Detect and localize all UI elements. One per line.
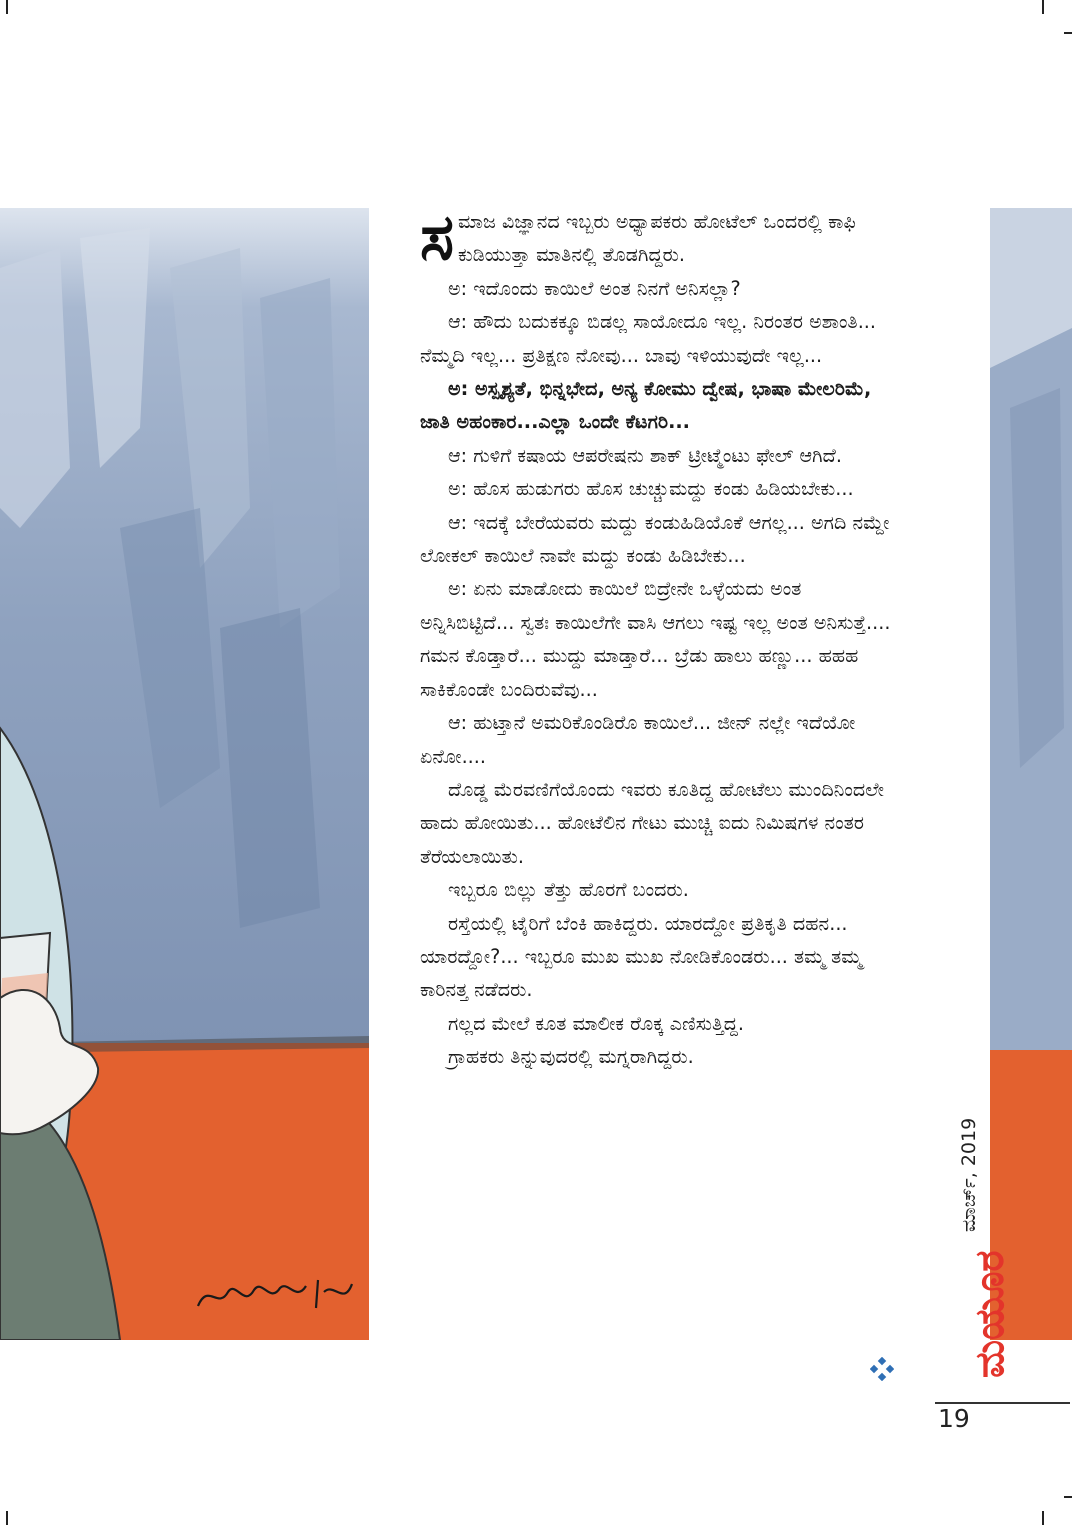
crop-mark bbox=[1064, 1496, 1072, 1498]
crop-mark bbox=[1064, 32, 1072, 34]
story-paragraph: ಅ: ಏನು ಮಾಡೋದು ಕಾಯಿಲೆ ಬಿದ್ರೇನೇ ಒಳ್ಳೆಯದು ಅಂತ ಅನ್ನಿಸಿಬಿಟ್ಟಿದೆ... ಸ್ವತಃ ಕಾಯಿಲೆಗೇ ವಾಸಿ ಆಗಲು ಇಷ್ಟ ಇಲ್ಲ ಅಂತ ಅನಿಸುತ್ತೆ.... ಗಮನ ಕೊಡ್ತಾರೆ... ಮುದ್ದು ಮಾಡ್ತಾರೆ... ಬ್ರೆಡು ಹಾಲು ಹಣ್ಣು... ಹಹಹ ಸಾಕಿಕೊಂಡೇ ಬಂದಿರುವೆವು... bbox=[420, 577, 891, 701]
story-paragraph: ದೊಡ್ಡ ಮೆರವಣಿಗೆಯೊಂದು ಇವರು ಕೂತಿದ್ದ ಹೋಟೆಲು ಮುಂದಿನಿಂದಲೇ ಹಾದು ಹೋಯಿತು... ಹೋಟೆಲಿನ ಗೇಟು ಮುಚ್ಚಿ ಐದು ನಿಮಿಷಗಳ ನಂತರ ತೆರೆಯಲಾಯಿತು. bbox=[420, 777, 885, 868]
crop-mark bbox=[6, 1511, 8, 1525]
story-paragraph: ಅ: ಇದೊಂದು ಕಾಯಿಲೆ ಅಂತ ನಿನಗೆ ಅನಿಸಲ್ಲಾ? bbox=[448, 276, 741, 300]
story-paragraph: ಆ: ಗುಳಿಗೆ ಕಷಾಯ ಆಪರೇಷನು ಶಾಕ್ ಟ್ರೀಟ್ಮೆಂಟು ಫೇಲ್ ಆಗಿದೆ. bbox=[448, 443, 842, 467]
story-paragraph: ಆ: ಇದಕ್ಕೆ ಬೇರೆಯವರು ಮದ್ದು ಕಂಡುಹಿಡಿಯೊಕೆ ಆಗಲ್ಲ... ಅಗದಿ ನಮ್ದೇ ಲೋಕಲ್ ಕಾಯಿಲೆ ನಾವೇ ಮದ್ದು ಕಂಡು ಹಿಡಿಬೇಕು... bbox=[420, 510, 890, 568]
artist-signature bbox=[188, 1262, 358, 1324]
crop-mark bbox=[1042, 1511, 1044, 1525]
crop-mark bbox=[6, 0, 8, 14]
story-paragraph: ಸಮಾಜ ವಿಜ್ಞಾನದ ಇಬ್ಬರು ಅಧ್ಯಾಪಕರು ಹೋಟೆಲ್ ಒಂದರಲ್ಲಿ ಕಾಫಿ ಕುಡಿಯುತ್ತಾ ಮಾತಿನಲ್ಲಿ ತೊಡಗಿದ್ದರು. bbox=[420, 201, 856, 275]
end-mark-icon bbox=[870, 1357, 894, 1381]
story-body bbox=[420, 201, 900, 1074]
signature-text: ಚಿತ್ರ: ಮಣಿ ಭಟ್ bbox=[188, 1262, 194, 1263]
story-paragraph: ರಸ್ತೆಯಲ್ಲಿ ಟೈರಿಗೆ ಬೆಂಕಿ ಹಾಕಿದ್ದರು. ಯಾರದ್ದೋ ಪ್ರತಿಕೃತಿ ದಹನ... ಯಾರದ್ದೋ?... ಇಬ್ಬರೂ ಮುಖ ಮುಖ ನೋಡಿಕೊಂಡರು... ತಮ್ಮ ತಮ್ಮ ಕಾರಿನತ್ತ ನಡೆದರು. bbox=[420, 911, 863, 1002]
story-paragraph: ಆ: ಹುಟ್ತಾನೆ ಅಮರಿಕೊಂಡಿರೊ ಕಾಯಿಲೆ... ಜೀನ್ ನಲ್ಲೇ ಇದೆಯೋ ಏನೋ.... bbox=[420, 711, 856, 768]
magazine-name: ಮಯೂರ bbox=[967, 1250, 1013, 1378]
story-paragraph: ಅ: ಹೊಸ ಹುಡುಗರು ಹೊಸ ಚುಚ್ಚುಮದ್ದು ಕಂಡು ಹಿಡಿಯಬೇಕು... bbox=[448, 477, 854, 501]
story-paragraph: ಗ್ರಾಹಕರು ತಿನ್ನುವುದರಲ್ಲಿ ಮಗ್ನರಾಗಿದ್ದರು. bbox=[448, 1045, 694, 1069]
illustration-right-strip bbox=[990, 208, 1072, 1340]
issue-date: ಮಾರ್ಚ್, 2019 bbox=[958, 1117, 980, 1232]
story-paragraph: ಗಲ್ಲದ ಮೇಲೆ ಕೂತ ಮಾಲೀಕ ರೊಕ್ಕ ಎಣಿಸುತ್ತಿದ್ದ. bbox=[448, 1011, 745, 1035]
drop-cap: ಸ bbox=[420, 201, 454, 275]
illustration-art bbox=[0, 208, 369, 1340]
story-paragraph: ಇಬ್ಬರೂ ಬಿಲ್ಲು ತೆತ್ತು ಹೊರಗೆ ಬಂದರು. bbox=[448, 878, 689, 902]
story-paragraph: ಅ: ಅಸ್ಪೃಶ್ಯತೆ, ಭಿನ್ನಭೇದ, ಅನ್ಯ ಕೋಮು ದ್ವೇಷ, ಭಾಷಾ ಮೇಲರಿಮೆ, ಜಾತಿ ಅಹಂಕಾರ...ಎಲ್ಲಾ ಒಂದೇ ಕೆಟಗರಿ... bbox=[420, 377, 872, 434]
crop-mark bbox=[1042, 0, 1044, 14]
illustration-left bbox=[0, 208, 369, 1340]
page-number: 19 bbox=[938, 1404, 970, 1433]
story-paragraph: ಆ: ಹೌದು ಬದುಕಕ್ಕೂ ಬಿಡಲ್ಲ ಸಾಯೋದೂ ಇಲ್ಲ. ನಿರಂತರ ಅಶಾಂತಿ... ನೆಮ್ಮದಿ ಇಲ್ಲ... ಪ್ರತಿಕ್ಷಣ ನೋವು... ಬಾವು ಇಳಿಯುವುದೇ ಇಲ್ಲ... bbox=[420, 310, 877, 367]
